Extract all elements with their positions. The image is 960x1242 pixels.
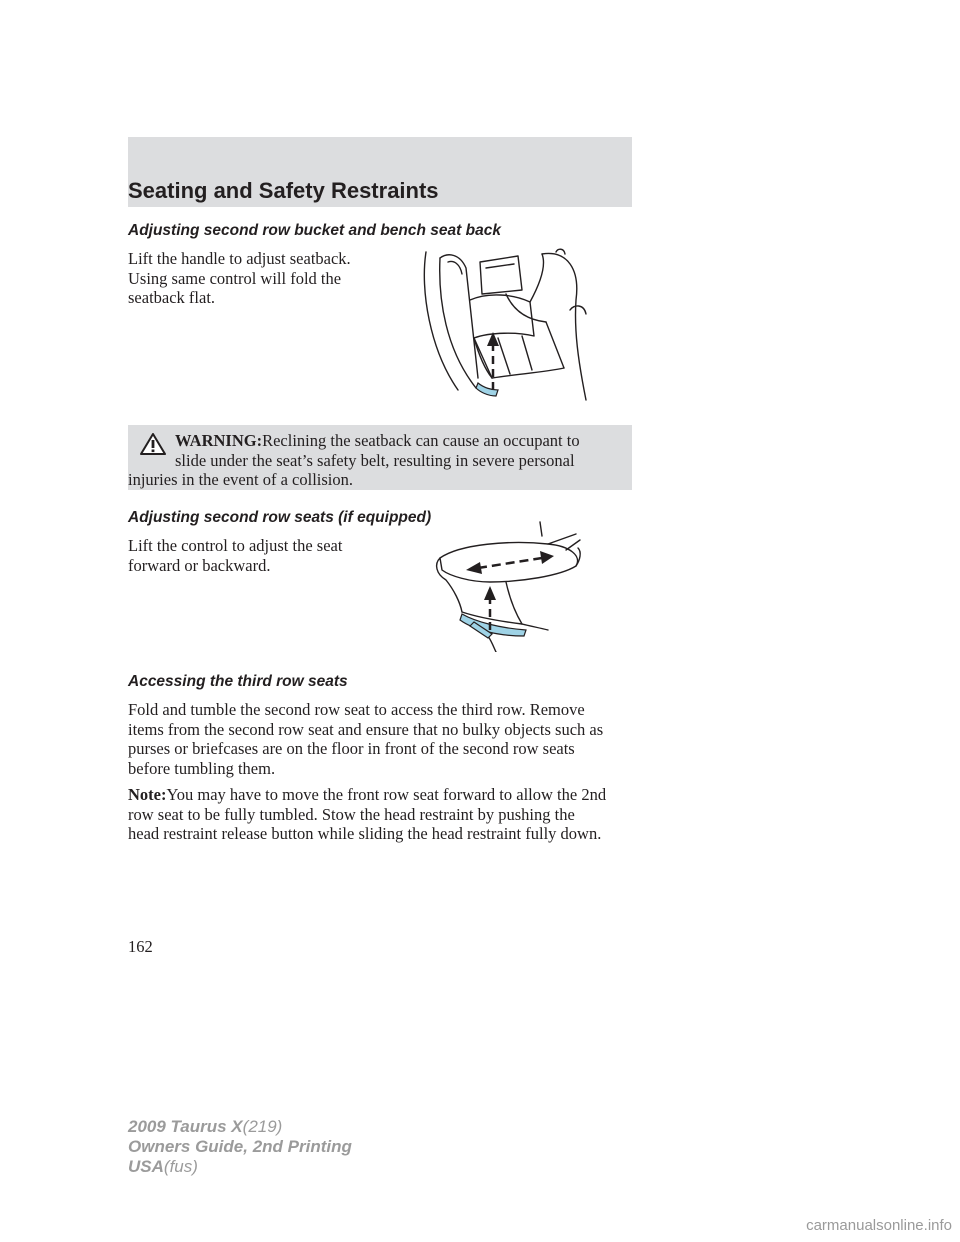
warning-text-continued: injuries in the event of a collision. bbox=[128, 470, 353, 489]
page-number: 162 bbox=[128, 937, 153, 956]
paragraph-seat-back: Lift the handle to adjust seatback. Using same control will fold the seatback flat. bbox=[128, 249, 351, 307]
warning-text: WARNING:Reclining the seatback can cause an occupant to slide under the seat’s safety belt, resulting in severe personal bbox=[175, 431, 580, 470]
section-title: Seating and Safety Restraints bbox=[128, 178, 439, 203]
paragraph-third-row-access: Fold and tumble the second row seat to access the third row. Remove items from the second row seat and ensure that no bulky objects such as purses or briefcases are on the floor in front of the second row seats before tumbling them. bbox=[128, 700, 604, 778]
seat-control-illustration bbox=[430, 520, 590, 652]
heading-second-row-seats: Adjusting second row seats (if equipped) bbox=[128, 509, 432, 526]
warning-triangle-icon bbox=[140, 432, 166, 456]
seatback-handle-illustration bbox=[418, 240, 598, 410]
footer-imprint: 2009 Taurus X(219) Owners Guide, 2nd Printing USA(fus) bbox=[128, 1117, 352, 1176]
paragraph-second-row-seats: Lift the control to adjust the seat forward or backward. bbox=[128, 536, 343, 575]
watermark: carmanualsonline.info bbox=[806, 1217, 952, 1234]
note-paragraph: Note:You may have to move the front row seat forward to allow the 2nd row seat to be fully tumbled. Stow the head restraint by pushing the head restraint release button while sliding the head restraint fully down. bbox=[128, 785, 607, 843]
heading-seat-back: Adjusting second row bucket and bench seat back bbox=[128, 222, 501, 239]
heading-third-row-access: Accessing the third row seats bbox=[128, 673, 348, 690]
